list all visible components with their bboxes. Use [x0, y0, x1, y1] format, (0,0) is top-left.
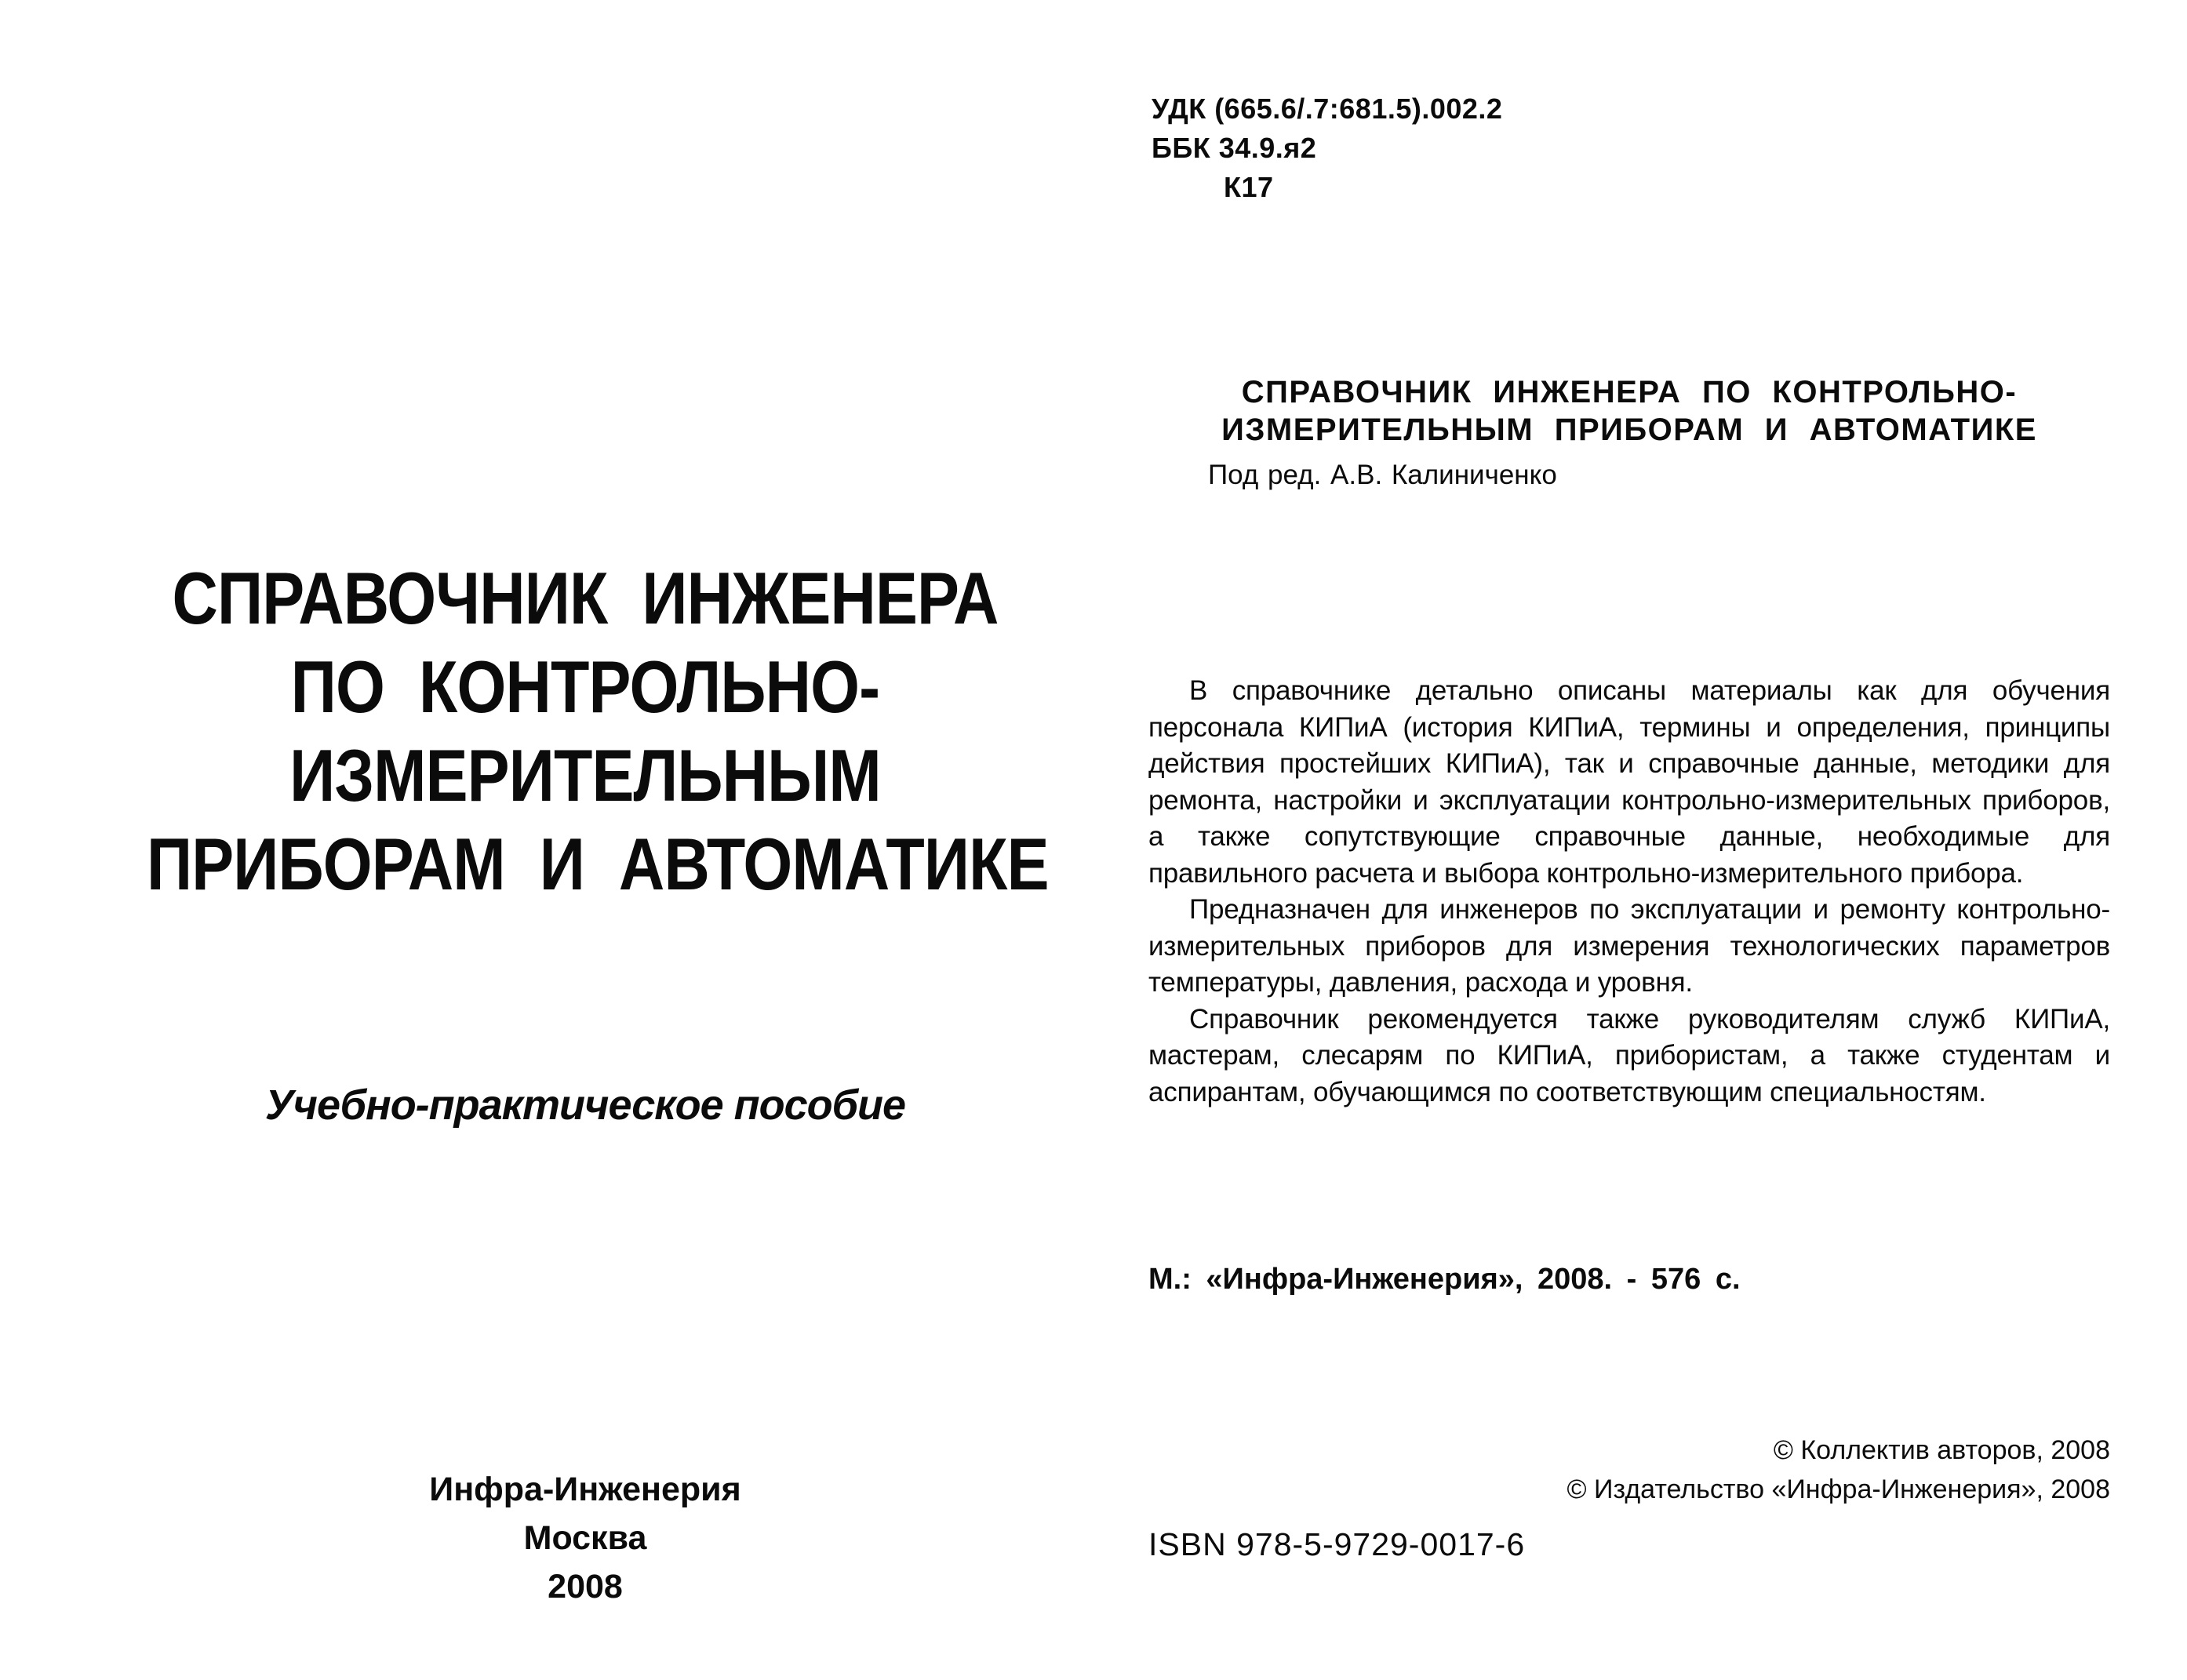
book-title-line: ИЗМЕРИТЕЛЬНЫМ [289, 734, 881, 816]
classification-block [1152, 89, 1502, 207]
annotation-text [1148, 673, 2110, 1111]
heading-line: ИЗМЕРИТЕЛЬНЫМ ПРИБОРАМ И АВТОМАТИКЕ [1221, 413, 2037, 447]
publisher-block [75, 1465, 1095, 1611]
isbn: ISBN 978-5-9729-0017-6 [1148, 1526, 1526, 1562]
udc-number: УДК (665.6/.7:681.5).002.2 [1152, 93, 1503, 125]
annotation-paragraph: В справочнике детально описаны материалы как для обучения персонала КИПиА (история КИПиА, термины и определения, принципы действия простейших КИПиА), так и справочные данные, методики для ремонта, настройки и эксплуатации контрольно-измерительных приборов, а также сопутствующие справочные данные, необходимые для правильного расчета и выбора контрольно-измерительного прибора. [1148, 675, 2110, 889]
publisher-city: Москва [523, 1519, 647, 1557]
book-title-line: ПРИБОРАМ И АВТОМАТИКЕ [147, 823, 1049, 905]
editor-line: Под ред. А.В. Калиниченко [1208, 460, 1557, 490]
heading-line: СПРАВОЧНИК ИНЖЕНЕРА ПО КОНТРОЛЬНО- [1241, 375, 2018, 409]
copyright-authors: © Коллектив авторов, 2008 [1773, 1435, 2110, 1465]
bibliographic-heading [1148, 373, 2110, 494]
copyright-block [1148, 1431, 2110, 1509]
annotation-paragraph: Предназначен для инженеров по эксплуатации и ремонту контрольно-измерительных приборов для измерения технологических параметров температуры, давления, расхода и уровня. [1148, 894, 2110, 998]
imprint-page-right [1094, 0, 2187, 1680]
book-title-line: ПО КОНТРОЛЬНО- [290, 645, 880, 728]
publisher-name: Инфра-Инженерия [429, 1471, 741, 1508]
bbk-number: ББК 34.9.я2 [1152, 132, 1317, 164]
book-title-line: СПРАВОЧНИК ИНЖЕНЕРА [172, 557, 999, 639]
book-title [147, 554, 1049, 908]
copyright-publisher: © Издательство «Инфра-Инженерия», 2008 [1567, 1475, 2110, 1504]
publication-year: 2008 [548, 1568, 623, 1605]
book-subtitle: Учебно-практическое пособие [264, 1082, 906, 1129]
imprint-line: М.: «Инфра-Инженерия», 2008. - 576 с. [1148, 1263, 1741, 1296]
annotation-paragraph: Справочник рекомендуется также руководителям служб КИПиА, мастерам, слесарям по КИПиА, прибористам, а также студентам и аспирантам, обучающимся по соответствующим специальностям. [1148, 1003, 2110, 1107]
author-sign: К17 [1224, 171, 1274, 203]
